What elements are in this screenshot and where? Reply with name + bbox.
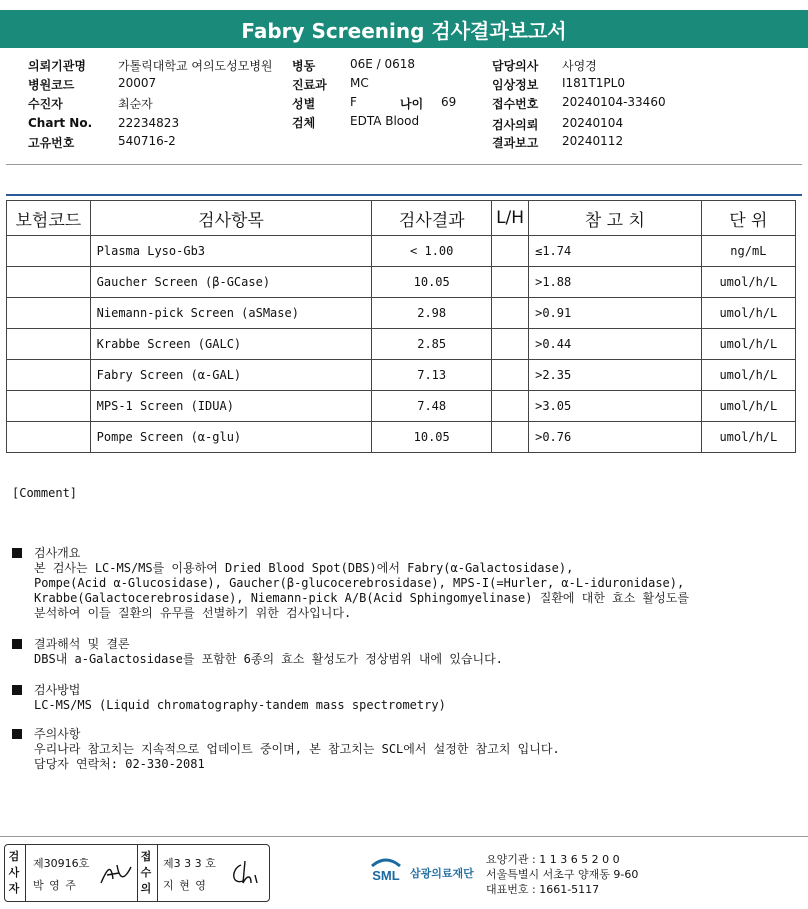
patient-value: 최순자 [118,97,153,111]
ward-label: 병동 [292,59,316,73]
cell-reference: >1.88 [529,267,702,298]
table-row [7,298,796,329]
cell-result: 2.98 [372,298,492,329]
header-unit: 단 위 [701,201,795,236]
cell-code [7,267,91,298]
chart-label: Chart No. [28,116,93,130]
cell-item: Plasma Lyso-Gb3 [90,236,372,267]
doctor-value: 사영경 [562,59,597,73]
dept-label: 진료과 [292,78,327,92]
cell-lh [492,298,529,329]
hospital-code-label: 병원코드 [28,78,75,92]
cell-reference: >0.76 [529,422,702,453]
section-method [12,683,446,713]
table-row [7,391,796,422]
clinical-value: I181T1PL0 [562,76,625,90]
bullet-square-icon [12,729,22,739]
cell-result: 7.13 [372,360,492,391]
age-value: 69 [441,95,457,109]
section-notes [12,727,560,772]
confirmer-no: 제3 3 3 호 [163,857,216,870]
cell-item: Niemann-pick Screen (aSMase) [90,298,372,329]
section-line: Pompe(Acid α-Glucosidase), Gaucher(β-glucocerebrosidase), MPS-I(=Hurler, α-L-iduronidase), [34,576,685,590]
section-interpretation [12,637,503,667]
unique-value: 540716-2 [118,134,176,148]
hospital-code-value: 20007 [118,76,157,90]
cell-lh [492,422,529,453]
section-line: 우리나라 참고치는 지속적으로 업데이트 중이며, 본 참고치는 SCL에서 설정한 참고치 입니다. [34,742,560,756]
cell-lh [492,391,529,422]
signature-box [4,844,270,902]
lab-contact-info [486,852,638,897]
cell-code [7,360,91,391]
cell-code [7,329,91,360]
tester-name: 박 영 주 [33,879,77,892]
institution-label: 의뢰기관명 [28,59,86,73]
divider [6,194,802,196]
cell-result: 7.48 [372,391,492,422]
cell-code [7,422,91,453]
sex-label: 성별 [292,97,316,111]
request-label: 검사의뢰 [492,118,539,132]
report-title: Fabry Screening 검사결과보고서 [0,10,808,48]
chart-value: 22234823 [118,116,180,130]
tester-label: 검사자 [8,850,20,895]
comment-label: [Comment] [12,486,78,500]
cell-unit: ng/mL [701,236,795,267]
tester-no: 제30916호 [33,857,90,870]
cell-unit: umol/h/L [701,360,795,391]
table-row [7,422,796,453]
cell-result: < 1.00 [372,236,492,267]
patient-label: 수진자 [28,97,63,111]
cell-item: Pompe Screen (α-glu) [90,422,372,453]
specimen-value: EDTA Blood [350,114,420,128]
cell-unit: umol/h/L [701,267,795,298]
section-line: Krabbe(Galactocerebrosidase), Niemann-pick A/B(Acid Sphingomyelinase) 질환에 대한 효소 활성도를 [34,591,689,605]
age-label: 나이 [400,97,424,111]
dept-value: MC [350,76,369,90]
cell-reference: >0.44 [529,329,702,360]
cell-reference: >0.91 [529,298,702,329]
cell-code [7,236,91,267]
section-heading: 주의사항 [34,727,81,741]
phone: 대표번호 : 1661-5117 [486,883,600,896]
care-code: 요양기관 : 1 1 3 6 5 2 0 0 [486,853,620,866]
report-date-label: 결과보고 [492,136,539,150]
receipt-label: 접수번호 [492,97,539,111]
header-result: 검사결과 [372,201,492,236]
cell-reference: >3.05 [529,391,702,422]
divider [157,845,158,901]
doctor-label: 담당의사 [492,59,539,73]
address: 서울특별시 서초구 양재동 9-60 [486,868,639,881]
cell-result: 10.05 [372,267,492,298]
cell-item: Gaucher Screen (β-GCase) [90,267,372,298]
cell-unit: umol/h/L [701,329,795,360]
section-line: 본 검사는 LC-MS/MS를 이용하여 Dried Blood Spot(DBS)에서 Fabry(α-Galactosidase), [34,561,574,575]
results-table [6,200,796,453]
section-line: LC-MS/MS (Liquid chromatography-tandem mass spectrometry) [34,698,446,712]
specimen-label: 검체 [292,116,316,130]
section-overview [12,546,689,621]
cell-reference: ≤1.74 [529,236,702,267]
sex-value: F [350,95,357,109]
cell-lh [492,267,529,298]
bullet-square-icon [12,639,22,649]
cell-item: MPS-1 Screen (IDUA) [90,391,372,422]
ward-value: 06E / 0618 [350,57,416,71]
table-row [7,236,796,267]
receipt-value: 20240104-33460 [562,95,666,109]
cell-reference: >2.35 [529,360,702,391]
cell-lh [492,360,529,391]
unique-label: 고유번호 [28,136,75,150]
table-row [7,267,796,298]
confirmer-name: 지 현 영 [163,879,207,892]
divider [6,164,802,165]
divider [0,836,808,837]
cell-unit: umol/h/L [701,298,795,329]
cell-lh [492,236,529,267]
bullet-square-icon [12,685,22,695]
cell-code [7,298,91,329]
institution-value: 가톨릭대학교 여의도성모병원 [118,59,273,73]
sml-logo-icon [366,852,406,892]
divider [25,845,26,901]
header-insurance-code: 보험코드 [7,201,91,236]
header-reference: 참 고 치 [529,201,702,236]
patient-info-block [0,56,808,156]
confirmer-label: 접수의 [140,850,152,895]
bullet-square-icon [12,548,22,558]
header-test-item: 검사항목 [90,201,372,236]
cell-unit: umol/h/L [701,422,795,453]
report-date-value: 20240112 [562,134,624,148]
org-name: 삼광의료재단 [410,867,474,880]
section-line: DBS내 a-Galactosidase를 포함한 6종의 효소 활성도가 정상범위 내에 있습니다. [34,652,503,666]
cell-unit: umol/h/L [701,391,795,422]
cell-code [7,391,91,422]
cell-result: 10.05 [372,422,492,453]
cell-lh [492,329,529,360]
request-value: 20240104 [562,116,624,130]
confirmer-signature [227,857,265,889]
section-line: 분석하여 이들 질환의 유무를 선별하기 위한 검사입니다. [34,606,352,620]
tester-signature [97,859,137,889]
table-row [7,360,796,391]
clinical-label: 임상정보 [492,78,539,92]
divider [137,845,138,901]
header-lh: L/H [492,201,529,236]
section-heading: 결과해석 및 결론 [34,637,130,651]
section-line: 담당자 연락처: 02-330-2081 [34,757,205,771]
section-heading: 검사개요 [34,546,81,560]
section-heading: 검사방법 [34,683,81,697]
sml-logo-text: SML [372,868,400,883]
table-row [7,329,796,360]
cell-item: Krabbe Screen (GALC) [90,329,372,360]
cell-result: 2.85 [372,329,492,360]
table-header-row [7,201,796,236]
cell-item: Fabry Screen (α-GAL) [90,360,372,391]
